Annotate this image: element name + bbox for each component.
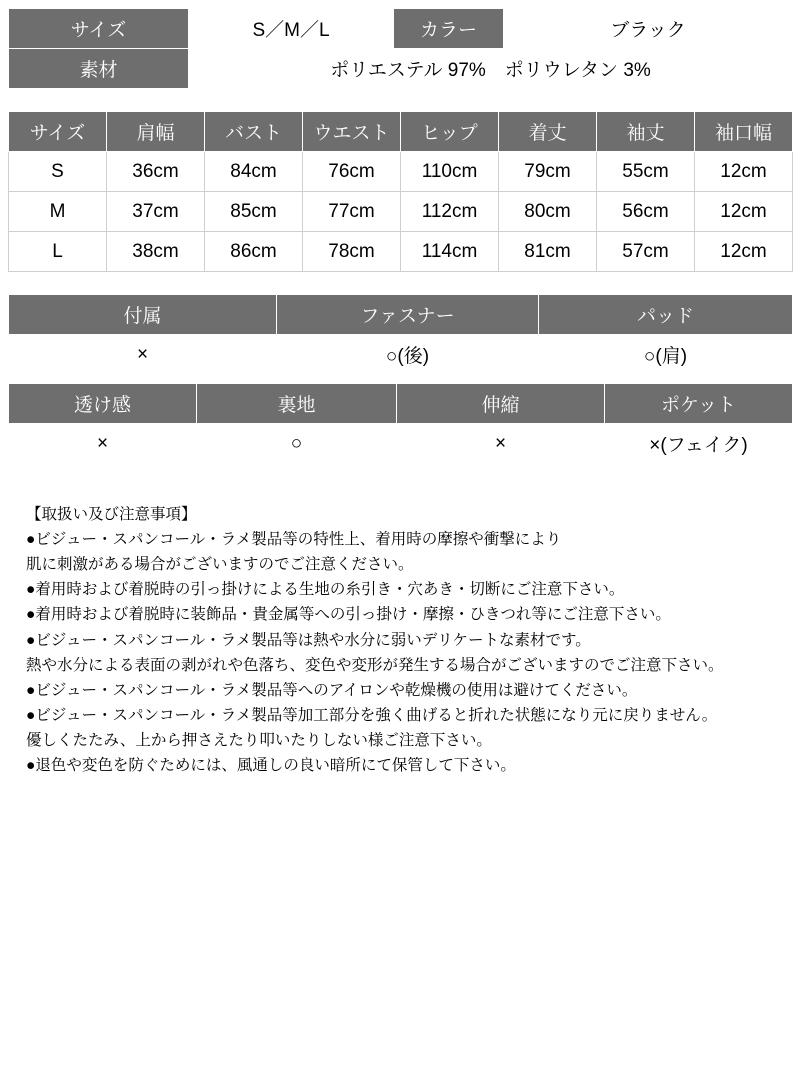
- care-instructions: [8, 502, 792, 778]
- size-chart-cell: 79cm: [499, 152, 597, 192]
- feature-value-lining: ○: [197, 424, 397, 464]
- size-chart-cell: 85cm: [205, 192, 303, 232]
- size-chart-cell: 56cm: [597, 192, 695, 232]
- feature-header-stretch: 伸縮: [397, 384, 605, 424]
- size-chart-cell: 110cm: [401, 152, 499, 192]
- care-instruction-line: 肌に刺激がある場合がございますのでご注意ください。: [26, 556, 414, 574]
- feature-value-sheerness: ×: [9, 424, 197, 464]
- size-chart-cell: 114cm: [401, 232, 499, 272]
- size-chart-header: 袖丈: [597, 112, 695, 152]
- size-chart-cell: 37cm: [107, 192, 205, 232]
- size-chart-cell: S: [9, 152, 107, 192]
- feature-header-pocket: ポケット: [605, 384, 793, 424]
- size-chart-cell: 12cm: [695, 152, 793, 192]
- table-row: [9, 192, 793, 232]
- overview-value-size: S／M／L: [189, 9, 394, 49]
- feature-value-pocket: ×(フェイク): [605, 424, 793, 464]
- size-chart-header: ヒップ: [401, 112, 499, 152]
- table-row: [9, 49, 793, 89]
- size-chart-table: [8, 111, 793, 272]
- feature-table-fabric: [8, 383, 793, 464]
- overview-label-size: サイズ: [9, 9, 189, 49]
- care-instruction-line: ●着用時および着脱時に装飾品・貴金属等への引っ掛け・摩擦・ひきつれ等にご注意下さい。: [26, 606, 671, 624]
- spacer: [8, 272, 792, 294]
- overview-value-color: ブラック: [504, 9, 793, 49]
- size-chart-cell: 78cm: [303, 232, 401, 272]
- size-chart-cell: 12cm: [695, 192, 793, 232]
- overview-table: [8, 8, 793, 89]
- care-instructions-title: 【取扱い及び注意事項】: [26, 506, 197, 523]
- size-chart-cell: M: [9, 192, 107, 232]
- feature-value-stretch: ×: [397, 424, 605, 464]
- table-header-row: [9, 112, 793, 152]
- table-header-row: [9, 384, 793, 424]
- size-chart-cell: L: [9, 232, 107, 272]
- size-chart-header: 袖口幅: [695, 112, 793, 152]
- feature-table-attachments: [8, 294, 793, 375]
- size-chart-header: ウエスト: [303, 112, 401, 152]
- size-chart-header: バスト: [205, 112, 303, 152]
- care-instruction-line: ●ビジュー・スパンコール・ラメ製品等へのアイロンや乾燥機の使用は避けてください。: [26, 681, 638, 699]
- size-chart-header: サイズ: [9, 112, 107, 152]
- feature-header-zipper: ファスナー: [277, 295, 539, 335]
- table-header-row: [9, 295, 793, 335]
- size-chart-cell: 80cm: [499, 192, 597, 232]
- size-chart-cell: 36cm: [107, 152, 205, 192]
- size-chart-cell: 55cm: [597, 152, 695, 192]
- care-instruction-line: 熱や水分による表面の剥がれや色落ち、変色や変形が発生する場合がございますのでご注意下さい。: [26, 656, 724, 674]
- feature-header-accessory: 付属: [9, 295, 277, 335]
- size-chart-cell: 57cm: [597, 232, 695, 272]
- size-chart-cell: 77cm: [303, 192, 401, 232]
- size-chart-cell: 86cm: [205, 232, 303, 272]
- table-row: [9, 152, 793, 192]
- care-instruction-line: 優しくたたみ、上から押さえたり叩いたりしない様ご注意下さい。: [26, 731, 492, 749]
- size-chart-header: 肩幅: [107, 112, 205, 152]
- table-row: [9, 335, 793, 375]
- feature-value-accessory: ×: [9, 335, 277, 375]
- care-instruction-line: ●ビジュー・スパンコール・ラメ製品等加工部分を強く曲げると折れた状態になり元に戻りません。: [26, 706, 718, 724]
- care-instruction-line: ●着用時および着脱時の引っ掛けによる生地の糸引き・穴あき・切断にご注意下さい。: [26, 581, 625, 599]
- size-chart-cell: 81cm: [499, 232, 597, 272]
- size-chart-cell: 76cm: [303, 152, 401, 192]
- feature-value-pad: ○(肩): [539, 335, 793, 375]
- size-chart-cell: 84cm: [205, 152, 303, 192]
- care-instruction-line: ●ビジュー・スパンコール・ラメ製品等は熱や水分に弱いデリケートな素材です。: [26, 631, 591, 649]
- size-chart-cell: 38cm: [107, 232, 205, 272]
- overview-label-color: カラー: [394, 9, 504, 49]
- size-chart-header: 着丈: [499, 112, 597, 152]
- feature-header-lining: 裏地: [197, 384, 397, 424]
- care-instruction-line: ●退色や変色を防ぐためには、風通しの良い暗所にて保管して下さい。: [26, 757, 516, 775]
- feature-header-sheerness: 透け感: [9, 384, 197, 424]
- table-row: [9, 232, 793, 272]
- size-chart-cell: 12cm: [695, 232, 793, 272]
- care-instruction-line: ●ビジュー・スパンコール・ラメ製品等の特性上、着用時の摩擦や衝撃により: [26, 531, 562, 549]
- overview-value-material: ポリエステル 97% ポリウレタン 3%: [189, 49, 793, 89]
- spacer: [8, 375, 792, 383]
- size-chart-cell: 112cm: [401, 192, 499, 232]
- table-row: [9, 9, 793, 49]
- overview-label-material: 素材: [9, 49, 189, 89]
- table-row: [9, 424, 793, 464]
- feature-header-pad: パッド: [539, 295, 793, 335]
- spacer: [8, 89, 792, 111]
- feature-value-zipper: ○(後): [277, 335, 539, 375]
